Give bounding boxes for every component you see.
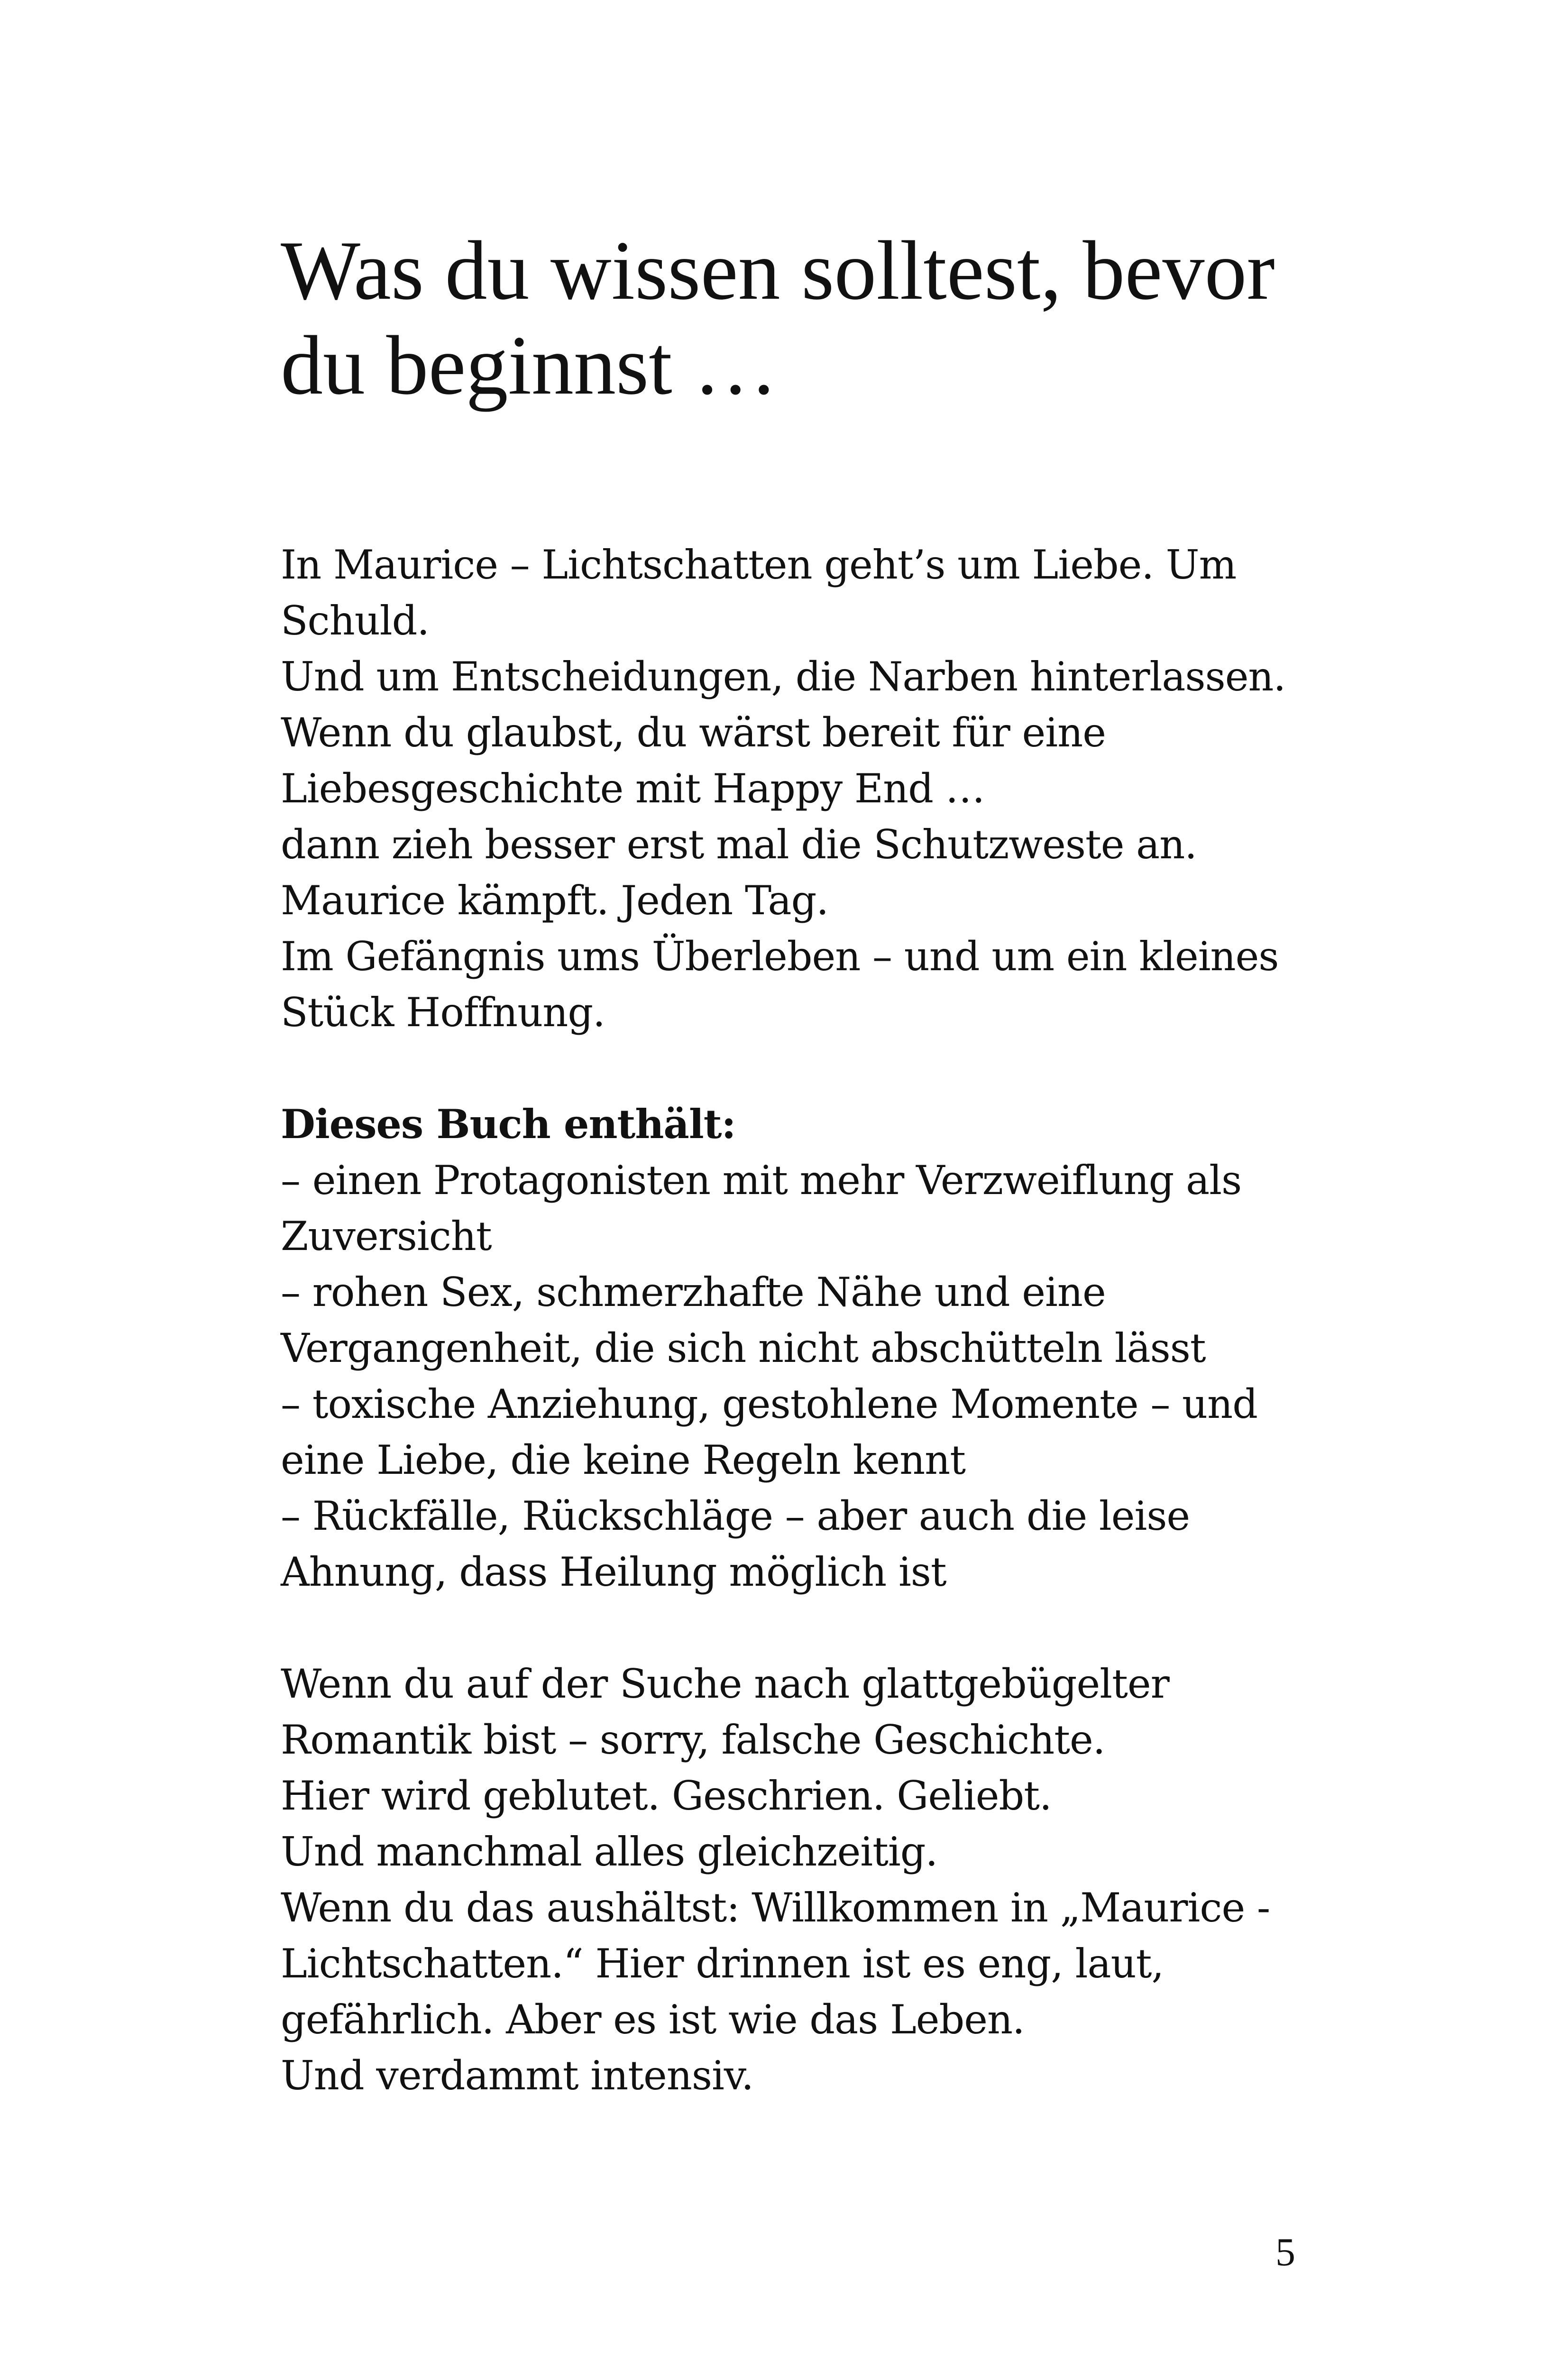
text-line: Wenn du das aushältst: Willkommen in „Maurice -: [281, 1884, 1270, 1931]
text-line: Lichtschatten.“ Hier drinnen ist es eng, laut,: [281, 1940, 1164, 1987]
text-line: Hier wird geblutet. Geschrien. Geliebt.: [281, 1773, 1052, 1819]
chapter-title-line: Was du wissen solltest, bevor: [281, 223, 1275, 317]
text-line: Maurice kämpft. Jeden Tag.: [281, 877, 829, 924]
text-line: gefährlich. Aber es ist wie das Leben.: [281, 1996, 1025, 2043]
paragraph-gap: [281, 1600, 1371, 1656]
text-line: Und um Entscheidungen, die Narben hinterlassen.: [281, 653, 1286, 700]
intro-paragraph: [281, 537, 1371, 1040]
list-item-line: Zuversicht: [281, 1213, 492, 1259]
text-line: Und manchmal alles gleichzeitig.: [281, 1829, 938, 1875]
body-text: [281, 537, 1371, 2104]
text-line: Stück Hoffnung.: [281, 989, 605, 1036]
contents-section: [281, 1096, 1371, 1600]
text-line: Im Gefängnis ums Überleben – und um ein kleines: [281, 933, 1279, 980]
list-item-line: eine Liebe, die keine Regeln kennt: [281, 1437, 966, 1483]
text-line: Schuld.: [281, 597, 430, 644]
chapter-title: [281, 223, 1371, 413]
contents-heading: Dieses Buch enthält:: [281, 1101, 736, 1148]
text-line: Und verdammt intensiv.: [281, 2052, 753, 2099]
text-line: Liebesgeschichte mit Happy End …: [281, 765, 985, 812]
text-line: Romantik bist – sorry, falsche Geschichte.: [281, 1717, 1105, 1763]
list-item-line: – rohen Sex, schmerzhafte Nähe und eine: [281, 1269, 1106, 1315]
page-number: 5: [1275, 2230, 1295, 2274]
closing-paragraph: [281, 1656, 1371, 2104]
list-item-line: Ahnung, dass Heilung möglich ist: [281, 1549, 946, 1595]
list-item-line: – Rückfälle, Rückschläge – aber auch die leise: [281, 1493, 1190, 1539]
list-item-line: – einen Protagonisten mit mehr Verzweiflung als: [281, 1157, 1242, 1204]
text-line: Wenn du auf der Suche nach glattgebügelter: [281, 1661, 1169, 1707]
text-line: In Maurice – Lichtschatten geht’s um Liebe. Um: [281, 542, 1237, 588]
list-item-line: – toxische Anziehung, gestohlene Momente – und: [281, 1381, 1257, 1427]
list-item-line: Vergangenheit, die sich nicht abschütteln lässt: [281, 1325, 1206, 1371]
paragraph-gap: [281, 1040, 1371, 1096]
text-line: Wenn du glaubst, du wärst bereit für eine: [281, 709, 1106, 756]
text-line: dann zieh besser erst mal die Schutzweste an.: [281, 821, 1197, 868]
chapter-title-line: du beginnst …: [281, 318, 778, 412]
